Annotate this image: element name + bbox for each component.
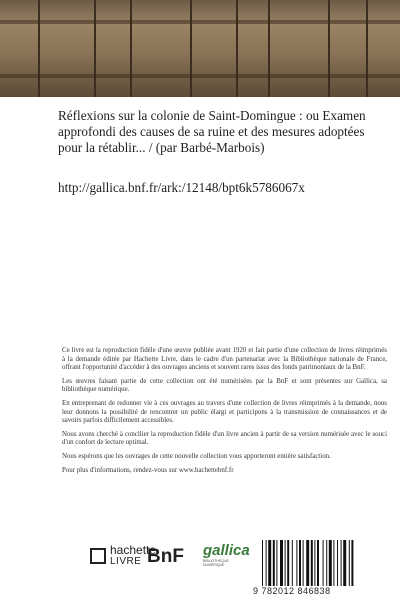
isbn-number: 9 782012 846838 [253, 586, 331, 596]
gallica-subtitle: BIBLIOTHÈQUE NUMÉRIQUE [203, 559, 229, 567]
livre-wordmark: LIVRE [110, 556, 142, 567]
book-spine [192, 0, 238, 97]
spine-band [0, 74, 400, 78]
paragraph: En entreprenant de redonner vie à ces ouvrages au travers d'une collection de livres réimprimés à la demande, nous leur donnons la possibilité de rencontrer un public élargi et participons à la transmission de connaissances et de savoirs parfois difficilement accessibles. [62, 399, 387, 425]
barcode-icon [260, 540, 384, 586]
book-spine [40, 0, 96, 97]
book-spine [238, 0, 270, 97]
paragraph: Pour plus d'informations, rendez-vous sur www.hachettebnf.fr [62, 466, 234, 474]
paragraph: Ce livre est la reproduction fidèle d'une œuvre publiée avant 1920 et fait partie d'une collection de livres réimprimés à la demande éditée par Hachette Livre, dans le cadre d'un partenariat avec la Bibliothèque nationale de France, offrant l'opportunité d'accéder à des ouvrages anciens et souvent rares issus des fonds patrimoniaux de la BnF. [62, 347, 387, 372]
paragraph: Nous espérons que les ouvrages de cette nouvelle collection vous apporteront entière satisfaction. [62, 452, 331, 460]
book-spine [368, 0, 400, 97]
gallica-logo [203, 542, 250, 568]
book-spine [96, 0, 132, 97]
description-block [62, 347, 387, 480]
bookshelf-banner [0, 0, 400, 97]
gallica-url[interactable]: http://gallica.bnf.fr/ark:/12148/bpt6k5786067x [58, 180, 305, 195]
book-title: Réflexions sur la colonie de Saint-Domingue : ou Examen approfondi des causes de sa ruine et des mesures adoptées pour la rétablir... / (par Barbé-Marbois) [58, 108, 366, 155]
book-spine [270, 0, 330, 97]
hachette-square-icon [90, 548, 106, 564]
spine-band [0, 20, 400, 24]
paragraph: Les œuvres faisant partie de cette collection ont été numérisées par la BnF et sont présentes sur Gallica, sa bibliothèque numérique. [62, 377, 387, 394]
bnf-logo: BnF [147, 546, 184, 567]
book-spine [132, 0, 192, 97]
book-spine [330, 0, 368, 97]
gallica-wordmark: gallica [203, 542, 250, 559]
paragraph: Nous avons cherché à concilier la reproduction fidèle d'un livre ancien à partir de sa version numérisée avec le souci d'un confort de lecture optimal. [62, 430, 387, 447]
publisher-footer [0, 528, 400, 600]
hachette-wordmark: hachette [110, 543, 157, 557]
book-spine [0, 0, 40, 97]
